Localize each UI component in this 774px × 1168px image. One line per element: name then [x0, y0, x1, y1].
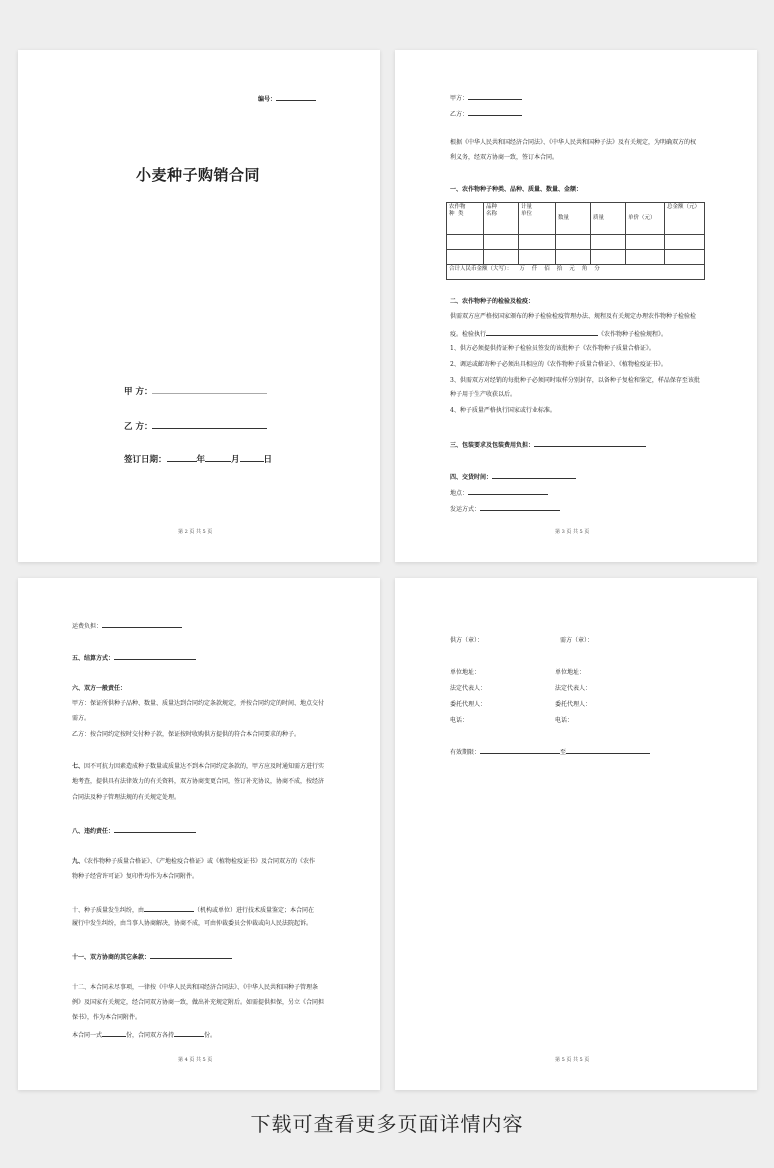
header-quality: 质量 — [593, 215, 605, 221]
s8-blank — [114, 826, 196, 833]
cover-party-a-blank — [152, 385, 267, 394]
section-2-item-4: 4、种子质量严格执行国家或行业标准。 — [450, 407, 556, 414]
month-blank — [205, 453, 231, 462]
section-6-line-a2: 需方。 — [72, 715, 91, 722]
month-label: 月 — [231, 455, 240, 465]
intro-line-1: 根据《中华人民共和国经济合同法》、《中华人民共和国种子法》及有关规定，为明确双方的权 — [450, 139, 697, 146]
s11-label: 十一、双方协商的其它条款： — [72, 954, 151, 961]
page-terms-1 — [395, 50, 757, 562]
copies-blank-1 — [102, 1030, 126, 1037]
table-header-cell — [665, 203, 705, 235]
cover-party-a — [124, 385, 267, 397]
contract-number — [258, 94, 316, 103]
buyer-agent: 委托代理人： — [555, 701, 592, 708]
table-header-cell — [626, 203, 665, 235]
freight-label: 运费负担： — [72, 623, 103, 630]
s9-text-1: 《农作物种子质量合格证》、《产地检疫合格证》或《植物检疫证书》及合同双方的《农作 — [84, 858, 316, 865]
section-10-line-1 — [72, 905, 314, 915]
place-blank — [468, 488, 548, 495]
buyer-seal: 需方（章）： — [560, 637, 594, 644]
header-crop-type: 农作物 种 类 — [449, 204, 466, 217]
page-footer: 第 4 页 共 5 页 — [178, 1057, 213, 1063]
cover-party-a-label: 甲 方： — [124, 387, 153, 397]
table-row — [447, 250, 705, 265]
s7-text-1: 因不可抗力因素造成种子数量或质量达不到本合同约定条款的，甲方应及时通知需方进行实 — [84, 763, 325, 770]
s4-label: 四、交货时间： — [450, 474, 493, 481]
s5-blank — [114, 653, 196, 660]
section-7-line-3: 合同法及种子管理法规的有关规定处理。 — [72, 794, 181, 801]
sign-date-label: 签订日期： — [124, 455, 167, 465]
copies-text-a: 本合同一式 — [72, 1032, 103, 1039]
header-total: 总金额（元） — [667, 204, 701, 210]
s11-blank — [150, 952, 232, 959]
validity-label: 有效期限： — [450, 749, 481, 756]
section-3-title — [450, 440, 646, 450]
section-2-line-2 — [450, 329, 667, 339]
download-caption: 下载可查看更多页面详情内容 — [250, 1112, 524, 1136]
section-12-line-1: 十二、本合同未尽事项，一律按《中华人民共和国经济合同法》、《中华人民共和国种子管理条 — [72, 984, 319, 991]
year-blank — [167, 453, 197, 462]
section-12-line-3: 保书》，作为本合同附件。 — [72, 1014, 142, 1021]
section-2-title: 二、农作物种子的检验及检疫： — [450, 298, 535, 305]
s4-blank — [492, 472, 576, 479]
ship-blank — [480, 504, 560, 511]
section-2-line-1: 供需双方应严格按国家颁布的种子检验检疫管理办法、规程及有关规定办理农作物种子检验检 — [450, 313, 697, 320]
section-1-title: 一、农作物种子种类、品种、质量、数量、金额： — [450, 186, 583, 193]
section-11-title — [72, 952, 232, 962]
page-cover — [18, 50, 380, 562]
party-a-line — [450, 93, 522, 103]
party-b-line — [450, 109, 522, 119]
table-header-cell — [556, 203, 591, 235]
header-quantity: 数量 — [558, 215, 570, 221]
validity-to: 至 — [560, 749, 567, 756]
header-unit: 计量 单位 — [521, 204, 533, 217]
party-b-label: 乙方： — [450, 111, 469, 118]
s10-blank — [144, 905, 194, 912]
header-variety: 品种 名称 — [486, 204, 498, 217]
page-footer: 第 5 页 共 5 页 — [555, 1057, 590, 1063]
cover-party-b-blank — [152, 420, 267, 429]
cover-party-b-label: 乙 方： — [124, 422, 153, 432]
s5-label: 五、结算方式： — [72, 655, 115, 662]
section-4-title — [450, 472, 576, 482]
section-2-item-1: 1、供方必须提供持证种子检验员签发的该批种子《农作物种子质量合格证》。 — [450, 345, 655, 352]
year-label: 年 — [196, 455, 206, 465]
page-signatures — [395, 578, 757, 1090]
supplier-agent: 委托代理人： — [450, 701, 487, 708]
table-row — [447, 235, 705, 250]
freight-blank — [102, 621, 182, 628]
party-a-blank — [468, 93, 522, 100]
buyer-legal-rep: 法定代表人： — [555, 685, 592, 692]
s3-label: 三、包装要求及包装费用负担： — [450, 442, 535, 449]
section-7-line-2: 地考查，提供具有法律效力的有关资料，双方协商变更合同，签订补充协议，协商不成，按经济 — [72, 778, 325, 785]
ship-line — [450, 504, 560, 514]
section-2-item-3b: 种子用于生产收获以后。 — [450, 391, 517, 398]
section-8-title — [72, 826, 196, 836]
table-header-cell — [519, 203, 556, 235]
header-unit-price: 单价（元） — [628, 215, 656, 221]
validity-start-blank — [480, 747, 560, 754]
section-9-line-1 — [72, 858, 315, 866]
s8-label: 八、违约责任： — [72, 828, 115, 835]
ship-label: 发运方式： — [450, 506, 481, 513]
section-7-line-1 — [72, 763, 324, 771]
section-2-item-3a: 3、供需双方对经销的每批种子必须同时取样分别封存，以备种子复检和鉴定，样品保存至该批 — [450, 377, 700, 384]
freight-line — [72, 621, 182, 631]
cover-party-b — [124, 420, 267, 432]
section-12-line-2: 例》及国家有关规定，经合同双方协商一致，做出补充规定附后。如需提供担保，另立《合同担 — [72, 999, 325, 1006]
contract-title: 小麦种子购销合同 — [136, 166, 261, 184]
place-line — [450, 488, 548, 498]
copies-blank-2 — [174, 1030, 204, 1037]
party-a-label: 甲方： — [450, 95, 469, 102]
contract-number-blank — [276, 94, 316, 101]
inspection-blank — [486, 329, 598, 336]
copies-line — [72, 1030, 216, 1040]
s9-number: 九、 — [72, 858, 85, 865]
copies-text-c: 份。 — [204, 1032, 217, 1039]
page-footer: 第 2 页 共 5 页 — [178, 529, 213, 535]
s3-blank — [534, 440, 646, 447]
validity-line — [450, 747, 650, 757]
cover-sign-date — [124, 453, 272, 465]
table-total-row — [447, 265, 705, 280]
day-blank — [240, 453, 264, 462]
s10-text-b: （机构或单位）进行技术质量鉴定；本合同在 — [194, 907, 315, 914]
seed-table — [446, 202, 705, 280]
contract-number-label: 编号： — [258, 96, 277, 103]
s10-text-a: 十、种子质量发生纠纷，由 — [72, 907, 145, 914]
day-label: 日 — [263, 455, 273, 465]
table-header-cell — [591, 203, 626, 235]
section-6-line-a1: 甲方：保证所供种子品种、数量、质量达到合同约定条款规定，并按合同约定的时间、地点交付 — [72, 700, 325, 707]
party-b-blank — [468, 109, 522, 116]
section-6-line-b: 乙方：按合同约定按时交付种子款，保证按时收购供方提供的符合本合同要求的种子。 — [72, 731, 301, 738]
section-5-title — [72, 653, 196, 663]
supplier-legal-rep: 法定代表人： — [450, 685, 487, 692]
supplier-seal: 供方（章）： — [450, 637, 484, 644]
section-2-item-2: 2、调运或邮寄种子必须出具相应的《农作物种子质量合格证》、《植物检疫证书》。 — [450, 361, 667, 368]
page-footer: 第 3 页 共 5 页 — [555, 529, 590, 535]
supplier-phone: 电话： — [450, 717, 469, 724]
validity-end-blank — [566, 747, 650, 754]
table-header-cell — [484, 203, 519, 235]
supplier-address: 单位地址： — [450, 669, 481, 676]
page-terms-2 — [18, 578, 380, 1090]
table-header-cell — [447, 203, 484, 235]
s2-l2-text-a: 疫。检验执行 — [450, 331, 487, 338]
table-total-cell: 合计人民币金额（大写）： 万 仟 佰 拾 元 角 分 — [447, 265, 705, 280]
s2-l2-text-b: 《农作物种子检验规程》。 — [598, 331, 668, 338]
table-header-row — [447, 203, 705, 235]
intro-line-2: 利义务，经双方协商一致，签订本合同。 — [450, 154, 559, 161]
section-9-line-2: 物种子经营许可证》复印件均作为本合同附件。 — [72, 873, 199, 880]
buyer-phone: 电话： — [555, 717, 574, 724]
buyer-address: 单位地址： — [555, 669, 586, 676]
copies-text-b: 份，合同双方各持 — [126, 1032, 175, 1039]
place-label: 地点： — [450, 490, 469, 497]
s7-number: 七、 — [72, 763, 85, 770]
section-10-line-2: 履行中发生纠纷，由当事人协商解决，协商不成，可由仲裁委员会仲裁或向人民法院起诉。 — [72, 920, 313, 927]
section-6-title: 六、双方一般责任： — [72, 685, 127, 692]
